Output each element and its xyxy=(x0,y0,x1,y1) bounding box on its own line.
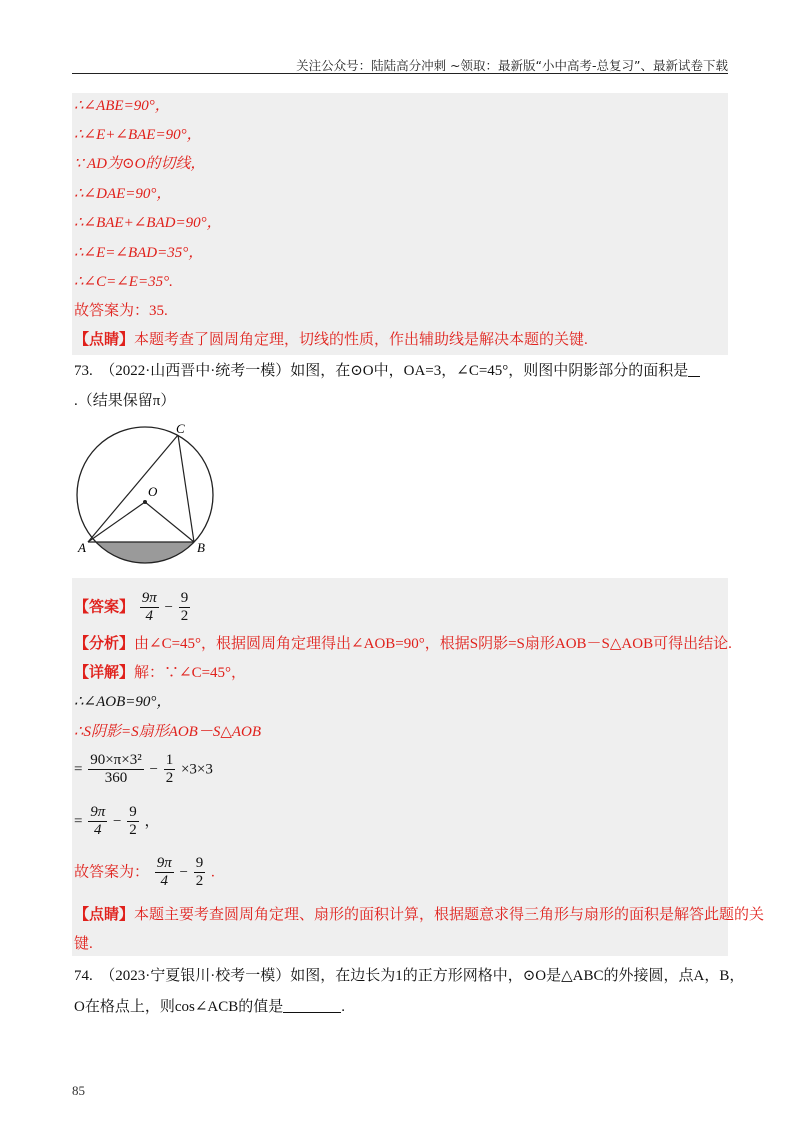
label-A: A xyxy=(78,540,86,555)
page-header: 关注公众号：陆陆高分冲刺 ~领取：最新版“小中高考-总复习”、最新试卷下载 xyxy=(296,58,728,73)
label-O: O xyxy=(148,484,158,499)
tip-text: 本题主要考查圆周角定理、扇形的面积计算，根据题意求得三角形与扇形的面积是解答此题的关 xyxy=(134,907,765,923)
answer-fraction-2: $\frac{9}{2}$ xyxy=(180,590,189,624)
tip-line xyxy=(74,330,588,350)
question-74-line2: O在格点上，则cos∠ACB的值是 . xyxy=(74,999,345,1015)
final-fraction-1: $\frac{9\pi}{4}$ xyxy=(156,855,172,889)
question-text: 73. （2022·山西晋中·统考一模）如图，在⊙O中，OA=3，∠C=45°，则图中阴影部分的面积是 xyxy=(74,363,689,379)
detail-tag: 【详解】 xyxy=(74,665,135,681)
calc-fraction: $\frac{\text{90×π×3²}}{360}$ xyxy=(90,752,142,786)
center-point xyxy=(143,500,147,504)
final-row: 故答案为： $\frac{9\pi}{4}$ − $\frac{9}{2}$ . xyxy=(74,855,215,889)
answer-blank xyxy=(283,998,341,1013)
label-C: C xyxy=(176,424,185,436)
question-74-line1: 74. （2023·宁夏银川·校考一模）如图，在边长为1的正方形网格中，⊙O是△ABC的外接圆，点A，B， xyxy=(74,968,745,984)
detail-line: ∴S阴影=S扇形AOB－S△AOB xyxy=(74,724,262,740)
detail-row xyxy=(74,663,246,683)
question-text: O在格点上，则cos∠ACB的值是 xyxy=(74,999,284,1015)
header-rule xyxy=(72,73,728,74)
calc-row: = $\frac{\text{90×π×3²}}{360}$ − $\frac{1}{2}$ ×3×3 xyxy=(74,752,213,786)
result-fraction-2: $\frac{9}{2}$ xyxy=(129,804,137,838)
step-line: ∴∠C=∠E=35°. xyxy=(74,274,173,290)
question-73-line2: .（结果保留π） xyxy=(74,393,176,409)
result-fraction-1: $\frac{9\pi}{4}$ xyxy=(90,804,106,838)
analysis-tag: 【分析】 xyxy=(74,636,135,652)
label-B: B xyxy=(197,540,205,555)
calc-tail: ×3×3 xyxy=(180,761,213,778)
circle-figure xyxy=(72,424,222,564)
answer-line: 故答案为：35. xyxy=(74,303,168,319)
tip-tag: 【点睛】 xyxy=(74,332,135,348)
step-line: ∴∠E+∠BAE=90°， xyxy=(74,127,202,143)
question-73-line1 xyxy=(74,361,700,381)
final-fraction-2: $\frac{9}{2}$ xyxy=(195,855,204,889)
segment-AC xyxy=(88,435,178,542)
analysis-row xyxy=(74,634,732,654)
answer-row: 【答案】 $\frac{9\pi}{4}$ − $\frac{9}{2}$ xyxy=(74,590,189,624)
tip-tag: 【点睛】 xyxy=(74,907,135,923)
segment-BC xyxy=(178,435,194,542)
shaded-segment xyxy=(88,542,194,564)
half-fraction: $\frac{1}{2}$ xyxy=(165,752,174,786)
step-line: ∴∠E=∠BAD=35°， xyxy=(74,245,204,261)
detail-text: 解：∵∠C=45°， xyxy=(134,665,247,681)
result-row: = $\frac{9\pi}{4}$ − $\frac{9}{2}$ ， xyxy=(74,804,160,838)
radius-OB xyxy=(145,502,194,542)
detail-line: ∴∠AOB=90°， xyxy=(74,694,172,710)
analysis-text: 由∠C=45°，根据圆周角定理得出∠AOB=90°，根据S阴影=S扇形AOB－S△AOB可得出结论. xyxy=(134,636,732,652)
step-line: ∴∠DAE=90°， xyxy=(74,186,172,202)
step-line: ∵ AD为⊙O的切线， xyxy=(74,156,206,172)
final-prefix: 故答案为： xyxy=(74,864,150,881)
answer-blank xyxy=(688,362,700,377)
page-number: 85 xyxy=(72,1083,85,1098)
step-line: ∴∠ABE=90°， xyxy=(74,98,170,114)
step-line: ∴∠BAE+∠BAD=90°， xyxy=(74,215,222,231)
tip-text-cont: 键. xyxy=(74,936,93,952)
tip-text: 本题考查了圆周角定理，切线的性质，作出辅助线是解决本题的关键. xyxy=(134,332,588,348)
tip-row-73 xyxy=(74,905,764,925)
answer-fraction-1: $\frac{9\pi}{4}$ xyxy=(141,590,157,624)
answer-tag: 【答案】 xyxy=(74,599,135,616)
